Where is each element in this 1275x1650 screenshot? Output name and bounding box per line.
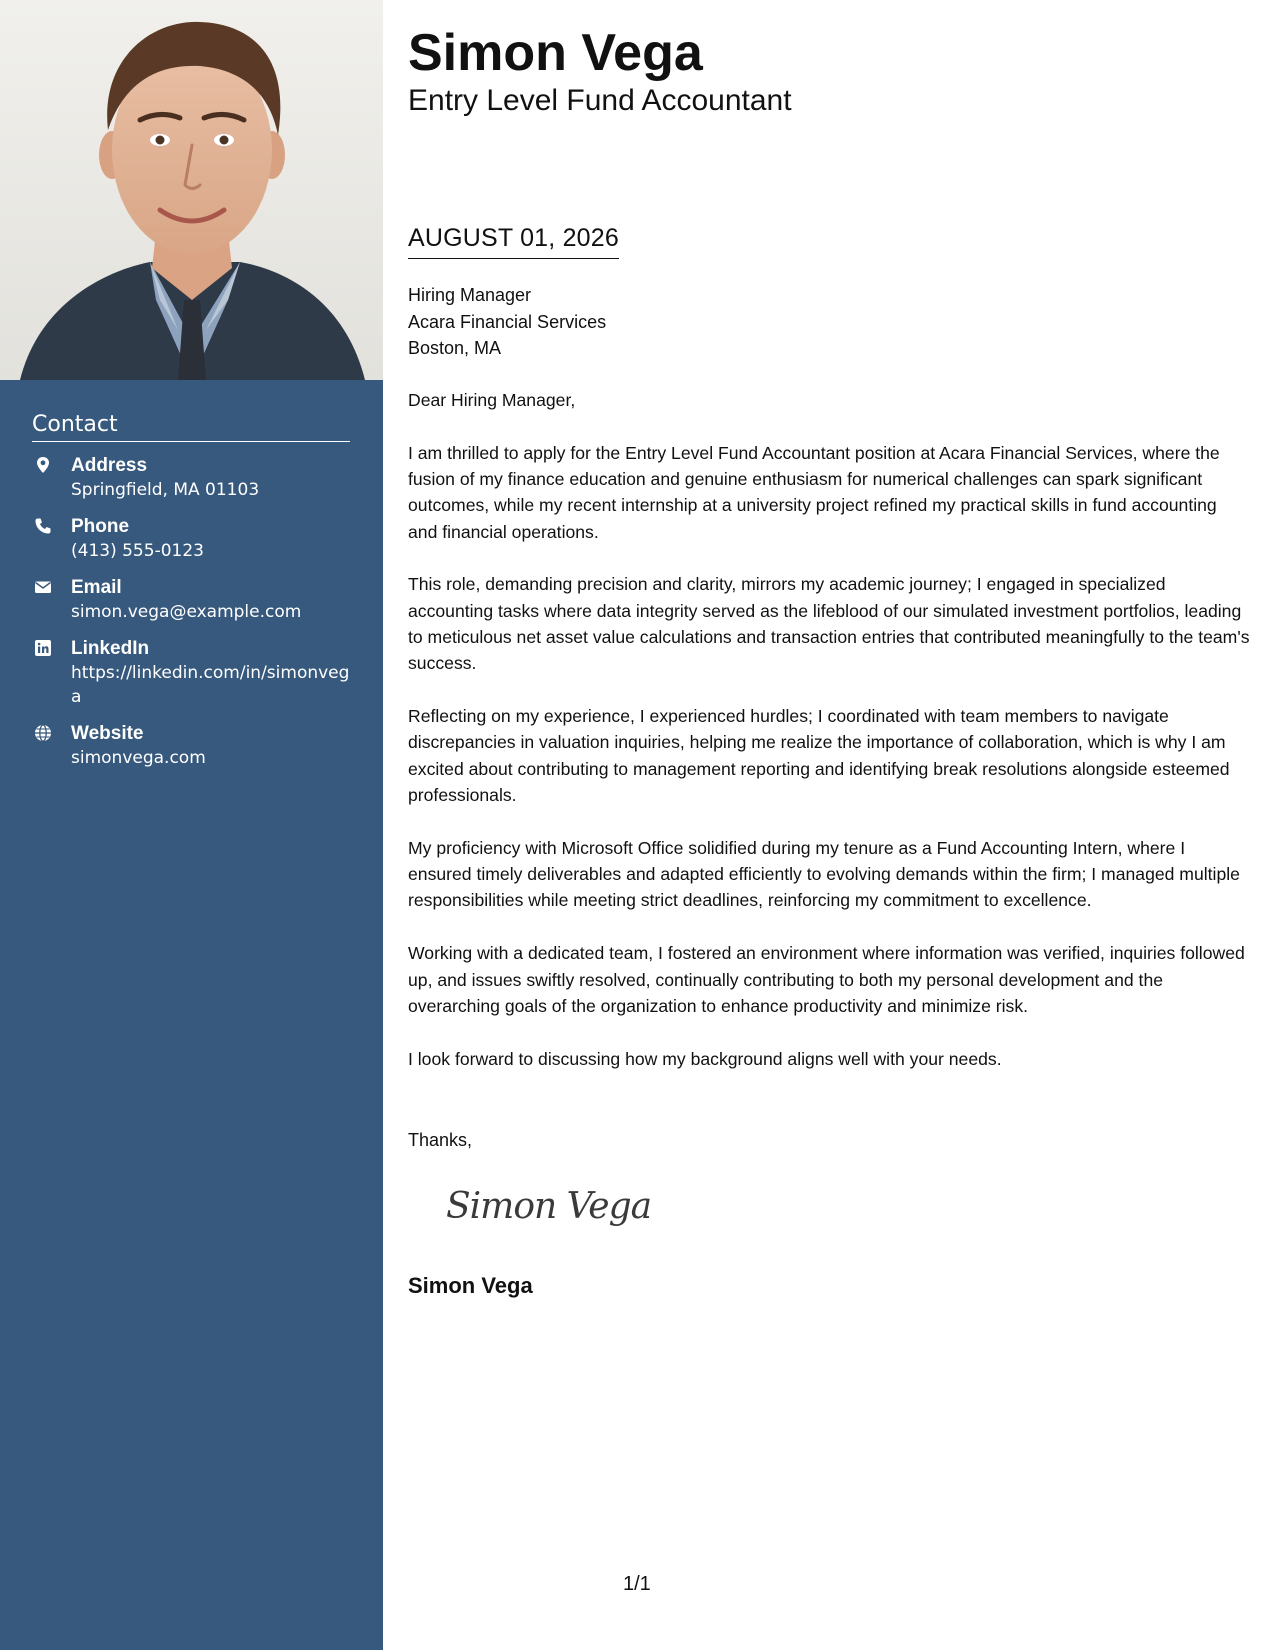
handwritten-signature: Simon Vega: [446, 1186, 652, 1227]
address-value: Springfield, MA 01103: [71, 480, 260, 500]
closing: Thanks,: [408, 1130, 473, 1150]
contact-list: [32, 454, 350, 770]
job-title: Entry Level Fund Accountant: [408, 84, 792, 117]
letter-paragraph: This role, demanding precision and clarity, mirrors my academic journey; I engaged in specialized accounting tasks where data integrity served as the lifeblood of our simulated investment portfolios, leading to meticulous net asset value calculations and transaction entries that contributed meaningfully to the team's success.: [408, 574, 1250, 674]
letter-date: AUGUST 01, 2026: [408, 222, 619, 259]
profile-photo: [0, 0, 383, 380]
letter-paragraph: Working with a dedicated team, I fostered an environment where information was verified, inquiries followed up, and issues swiftly resolved, continually contributing to both my personal development and the overarching goals of the organization to enhance productivity and minimize risk.: [408, 943, 1245, 1016]
applicant-name: Simon Vega: [408, 24, 703, 82]
linkedin-value[interactable]: https://linkedin.com/in/simonvega: [71, 663, 350, 707]
letter-paragraph: I am thrilled to apply for the Entry Level Fund Accountant position at Acara Financial Services, where the fusion of my finance education and genuine enthusiasm for numerical challenges can spark significant outcomes, while my recent internship at a university project refined my practical skills in fund accounting and financial operations.: [408, 442, 1220, 542]
contact-email: [32, 576, 350, 624]
globe-icon: [34, 724, 52, 742]
contact-label: Address: [71, 455, 148, 476]
contact-linkedin: [32, 637, 350, 709]
sidebar: [0, 0, 383, 1650]
website-value[interactable]: simonvega.com: [71, 748, 206, 768]
phone-value[interactable]: (413) 555-0123: [71, 541, 204, 561]
linkedin-icon: [34, 639, 52, 657]
page-number: 1/1: [623, 1573, 651, 1595]
phone-icon: [34, 517, 52, 535]
contact-address: [32, 454, 350, 502]
contact-label: Email: [71, 577, 122, 598]
contact-website: [32, 722, 350, 770]
letter-paragraph: I look forward to discussing how my background aligns well with your needs.: [408, 1048, 1002, 1069]
contact-label: Phone: [71, 516, 130, 537]
salutation: Dear Hiring Manager,: [408, 390, 576, 410]
contact-phone: [32, 515, 350, 563]
contact-section: [32, 412, 350, 783]
recipient-location: Boston, MA: [408, 338, 502, 358]
contact-label: Website: [71, 723, 144, 744]
recipient-title: Hiring Manager: [408, 285, 532, 305]
email-value[interactable]: simon.vega@example.com: [71, 602, 302, 622]
recipient-company: Acara Financial Services: [408, 311, 607, 332]
recipient-block: [408, 282, 606, 362]
contact-heading: Contact: [32, 412, 350, 442]
map-pin-icon: [34, 456, 52, 474]
envelope-icon: [34, 578, 52, 596]
signed-name: Simon Vega: [408, 1273, 533, 1298]
letter-body: [408, 387, 1250, 1098]
letter-paragraph: Reflecting on my experience, I experienced hurdles; I coordinated with team members to navigate discrepancies in valuation inquiries, helping me realize the importance of collaboration, which is why I am excited about contributing to management reporting and identifying break resolutions alongside esteemed professionals.: [408, 706, 1230, 806]
contact-label: LinkedIn: [71, 638, 150, 659]
letter-paragraph: My proficiency with Microsoft Office solidified during my tenure as a Fund Accounting Intern, where I ensured timely deliverables and adapted efficiently to evolving demands within the firm; I managed multiple responsibilities while meeting strict deadlines, reinforcing my commitment to excellence.: [408, 837, 1240, 911]
